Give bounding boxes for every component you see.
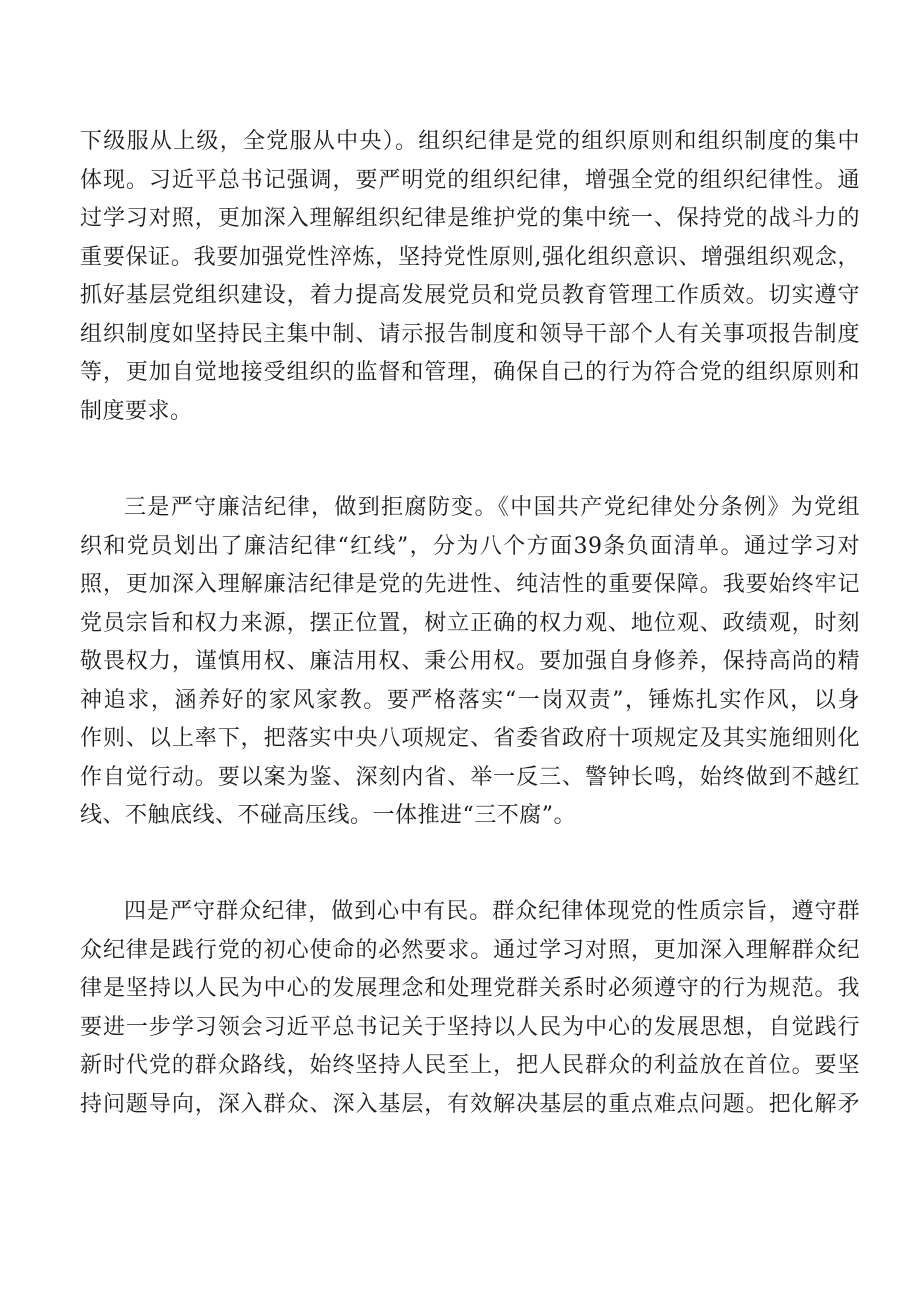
text-line: 众纪律是践行党的初心使命的必然要求。通过学习对照，更加深入理解群众纪 xyxy=(80,937,860,963)
text-line: 敬畏权力，谨慎用权、廉洁用权、秉公用权。要加强自身修养，保持高尚的精 xyxy=(80,649,860,674)
paragraph-mass-discipline xyxy=(80,893,860,1124)
text-line: 党员宗旨和权力来源，摆正位置，树立正确的权力观、地位观、政绩观，时刻 xyxy=(80,610,860,636)
text-line: 作则、以上率下，把落实中央八项规定、省委省政府十项规定及其实施细则化 xyxy=(80,726,860,751)
text-line: 作自觉行动。要以案为鉴、深刻内省、举一反三、警钟长鸣，始终做到不越红 xyxy=(80,764,860,790)
text-line: 织和党员划出了廉洁纪律“红线”，分为八个方面39条负面清单。通过学习对 xyxy=(80,533,860,559)
text-line: 抓好基层党组织建设，着力提高发展党员和党员教育管理工作质效。切实遵守 xyxy=(80,283,860,308)
text-line: 律是坚持以人民为中心的发展理念和处理党群关系时必须遵守的行为规范。我 xyxy=(80,976,860,1001)
text-line: 新时代党的群众路线，始终坚持人民至上，把人民群众的利益放在首位。要坚 xyxy=(80,1053,860,1078)
text-line: 体现。习近平总书记强调，要严明党的组织纪律，增强全党的组织纪律性。通 xyxy=(80,167,860,193)
text-line: 重要保证。我要加强党性淬炼，坚持党性原则,强化组织意识、增强组织观念， xyxy=(80,244,860,270)
text-line: 制度要求。 xyxy=(80,398,193,424)
text-line: 持问题导向，深入群众、深入基层，有效解决基层的重点难点问题。把化解矛 xyxy=(80,1091,860,1117)
text-line: 三是严守廉洁纪律，做到拒腐防变。《中国共产党纪律处分条例》为党组 xyxy=(124,495,860,520)
text-line: 等，更加自觉地接受组织的监督和管理，确保自己的行为符合党的组织原则和 xyxy=(80,360,860,385)
paragraph-integrity-discipline xyxy=(80,489,860,836)
text-line: 线、不触底线、不碰高压线。一体推进“三不腐”。 xyxy=(80,803,576,828)
text-line: 照，更加深入理解廉洁纪律是党的先进性、纯洁性的重要保障。我要始终牢记 xyxy=(80,572,860,597)
text-line: 神追求，涵养好的家风家教。要严格落实“一岗双责”，锤炼扎实作风，以身 xyxy=(80,687,860,713)
text-line: 下级服从上级，全党服从中央）。组织纪律是党的组织原则和组织制度的集中 xyxy=(80,129,860,154)
text-line: 过学习对照，更加深入理解组织纪律是维护党的集中统一、保持党的战斗力的 xyxy=(80,206,860,231)
text-line: 要进一步学习领会习近平总书记关于坚持以人民为中心的发展思想，自觉践行 xyxy=(80,1014,860,1040)
text-line: 四是严守群众纪律，做到心中有民。群众纪律体现党的性质宗旨，遵守群 xyxy=(124,899,860,924)
text-line: 组织制度如坚持民主集中制、请示报告制度和领导干部个人有关事项报告制度 xyxy=(80,321,860,347)
paragraph-organizational-discipline xyxy=(80,123,860,431)
